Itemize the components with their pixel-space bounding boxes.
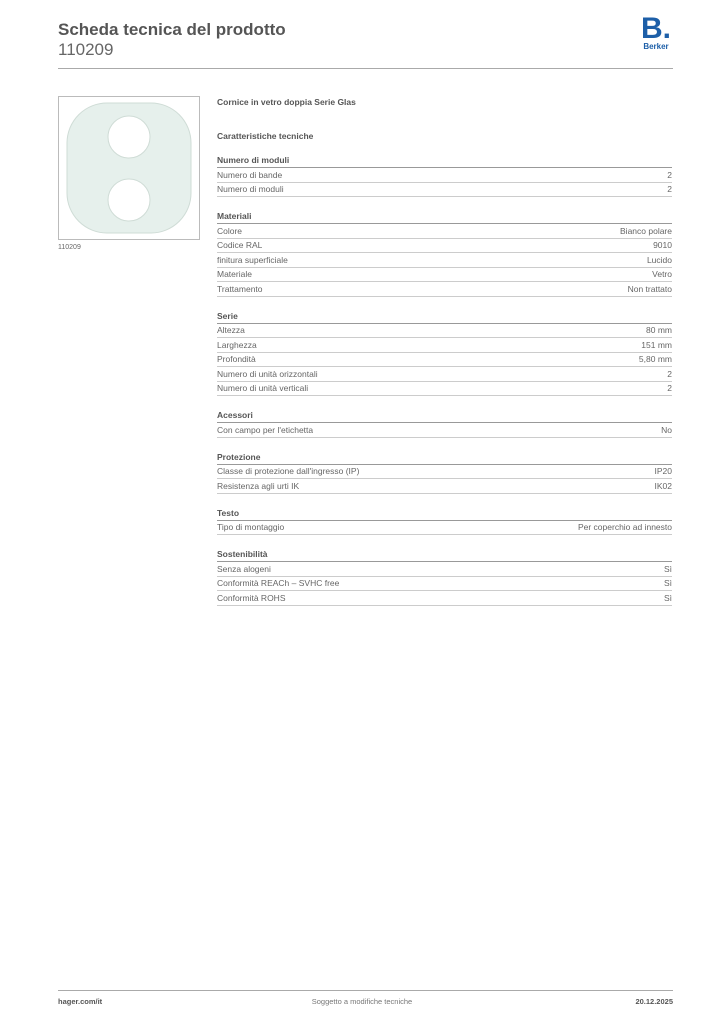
spec-row [217,479,672,494]
section-title: Sostenibilità [217,548,672,562]
spec-row [217,224,672,239]
spec-row [217,239,672,254]
spec-value: 9010 [653,240,672,251]
spec-label: Numero di bande [217,169,283,180]
spec-section [217,507,672,536]
spec-row [217,367,672,382]
section-title: Testo [217,507,672,521]
spec-row [217,562,672,577]
double-glass-frame-illustration [59,97,199,239]
spec-row [217,168,672,183]
spec-value: Lucido [646,254,672,265]
section-title: Materiali [217,210,672,224]
spec-row [217,591,672,606]
spec-value: 80 mm [646,325,672,336]
section-title: Serie [217,310,672,324]
spec-section [217,451,672,494]
spec-value: 151 mm [641,339,672,350]
section-title: Numero di moduli [217,154,672,168]
spec-section [217,210,672,297]
header-divider [58,68,673,69]
spec-value: Sì [663,578,672,589]
spec-row [217,253,672,268]
spec-content [217,96,672,606]
footer-date: 20.12.2025 [635,997,673,1006]
spec-row [217,338,672,353]
spec-label: Profondità [217,354,256,365]
spec-value: 2 [667,383,672,394]
footer-disclaimer: Soggetto a modifiche tecniche [311,997,413,1006]
spec-label: Numero di moduli [217,184,284,195]
product-name: Cornice in vetro doppia Serie Glas [217,97,356,107]
page-header [58,20,286,60]
spec-label: Senza alogeni [217,563,271,574]
spec-value: IK02 [654,480,672,491]
document-title: Scheda tecnica del prodotto [58,20,286,39]
spec-value: Non trattato [627,283,672,294]
spec-section [217,310,672,397]
spec-label: Numero di unità orizzontali [217,368,318,379]
spec-value: 5,80 mm [638,354,672,365]
spec-label: Trattamento [217,283,263,294]
spec-row [217,353,672,368]
spec-row [217,268,672,283]
berker-logo [639,12,673,51]
spec-label: Tipo di montaggio [217,522,285,533]
spec-value: Vetro [652,269,672,280]
spec-label: Conformità REACh – SVHC free [217,578,340,589]
spec-section [217,409,672,438]
spec-value: 2 [667,169,672,180]
spec-sections [217,154,672,606]
spec-value: Sì [663,592,672,603]
footer-website: hager.com/it [58,997,103,1006]
spec-row [217,282,672,297]
spec-value: Bianco polare [620,225,672,236]
specs-title: Caratteristiche tecniche [217,131,314,141]
spec-label: Numero di unità verticali [217,383,309,394]
spec-row [217,183,672,198]
spec-section [217,154,672,197]
spec-row [217,521,672,536]
spec-value: IP20 [654,466,672,477]
spec-row [217,465,672,480]
spec-section [217,548,672,606]
spec-value: 2 [667,368,672,379]
spec-label: Conformità ROHS [217,592,286,603]
spec-label: Materiale [217,269,252,280]
logo-text: Berker [643,42,669,51]
product-image [58,96,200,240]
footer-divider [58,990,673,991]
section-title: Acessori [217,409,672,423]
spec-label: Con campo per l'etichetta [217,424,314,435]
spec-value: 2 [667,184,672,195]
spec-label: Altezza [217,325,245,336]
logo-dot: . [662,12,671,45]
spec-label: finitura superficiale [217,254,288,265]
section-title: Protezione [217,451,672,465]
spec-label: Resistenza agli urti IK [217,480,300,491]
product-number: 110209 [58,40,114,59]
spec-row [217,423,672,438]
spec-row [217,324,672,339]
image-caption: 110209 [58,244,81,251]
logo-letter: B [640,12,663,45]
spec-row [217,382,672,397]
spec-value: Sì [663,563,672,574]
spec-value: No [661,424,672,435]
spec-value: Per coperchio ad innesto [577,522,672,533]
spec-label: Larghezza [217,339,257,350]
spec-label: Codice RAL [217,240,263,251]
spec-label: Classe di protezione dall'ingresso (IP) [217,466,360,477]
spec-label: Colore [217,225,243,236]
spec-row [217,577,672,592]
